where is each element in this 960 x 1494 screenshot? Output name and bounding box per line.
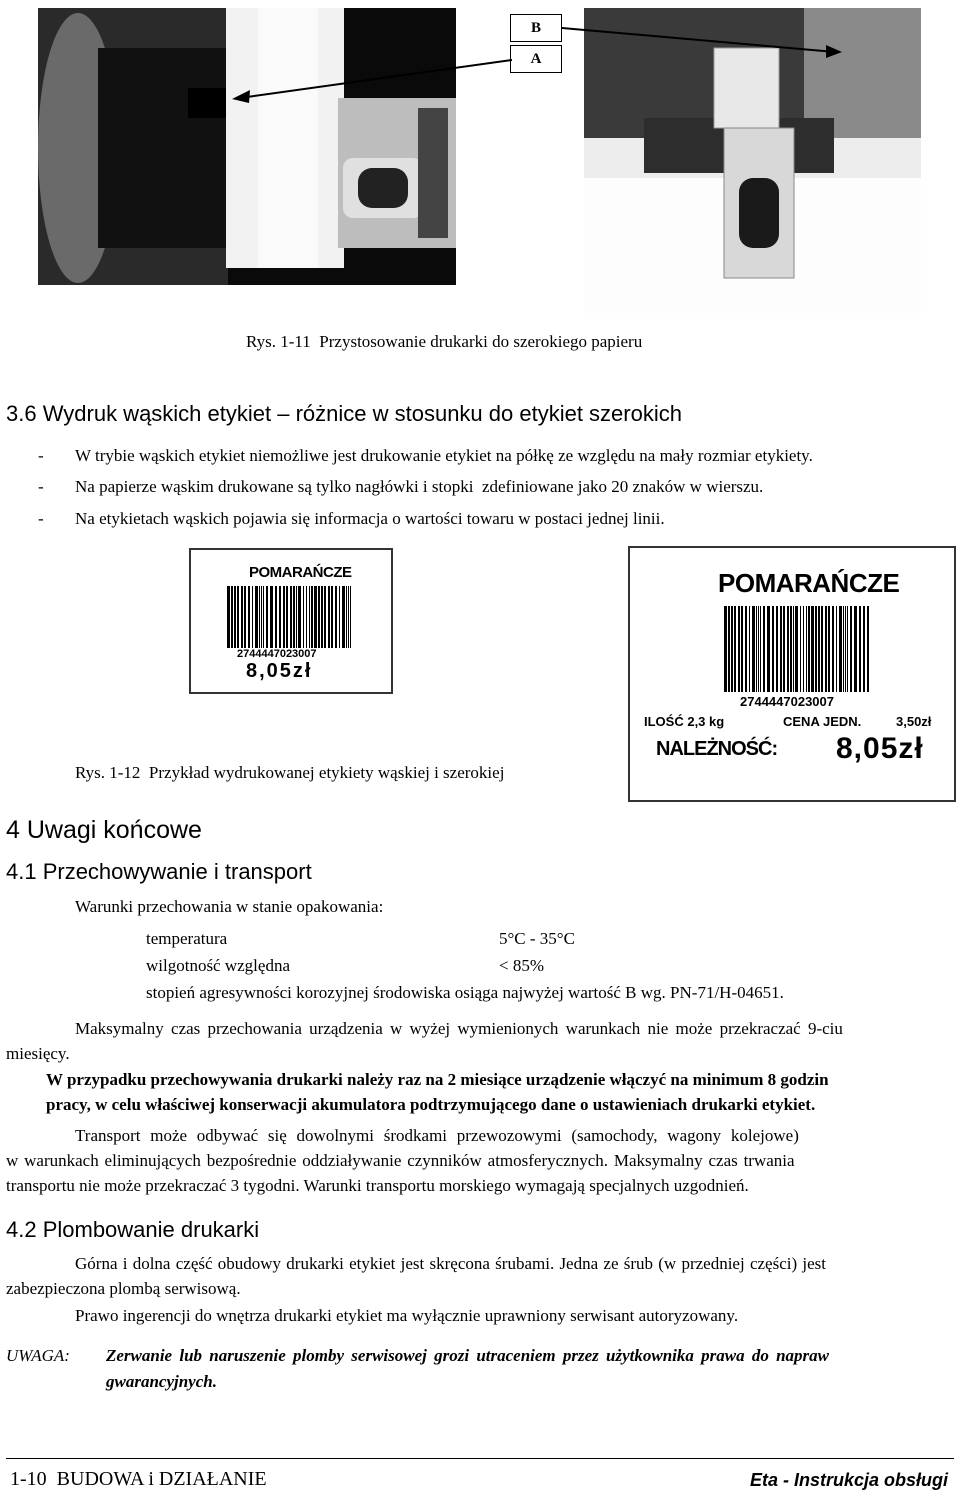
warning-label: UWAGA: bbox=[6, 1346, 70, 1365]
barcode-bar bbox=[328, 586, 330, 648]
barcode-bar bbox=[234, 586, 236, 648]
barcode-bar bbox=[756, 606, 757, 692]
callout-arrows bbox=[0, 0, 960, 320]
barcode-bar bbox=[795, 606, 798, 692]
barcode-bar bbox=[270, 586, 273, 648]
narrow-label-price: 8,05zł bbox=[246, 660, 313, 682]
barcode-bar bbox=[248, 586, 250, 648]
bullet-3-text: Na etykietach wąskich pojawia się informacja o wartości towaru w postaci jednej linii. bbox=[75, 509, 665, 528]
wide-label-barcode-number: 2744447023007 bbox=[740, 694, 834, 709]
barcode-bar bbox=[847, 606, 848, 692]
barcode-bar bbox=[850, 606, 852, 692]
barcode-bar bbox=[808, 606, 810, 692]
barcode-bar bbox=[772, 606, 774, 692]
narrow-label-product: POMARAŃCZE bbox=[249, 564, 352, 581]
barcode-bar bbox=[263, 586, 264, 648]
barcode-bar bbox=[309, 586, 310, 648]
barcode-bar bbox=[342, 586, 345, 648]
barcode-bar bbox=[231, 586, 233, 648]
barcode-bar bbox=[252, 586, 253, 648]
barcode-bar bbox=[793, 606, 794, 692]
barcode-bar bbox=[266, 586, 268, 648]
seal-p1-line-1: Górna i dolna część obudowy drukarki etykiet jest skręcona śrubami. Jedna ze śrub (w przedniej części) jest bbox=[75, 1254, 826, 1273]
barcode-bar bbox=[780, 606, 782, 692]
barcode-bar bbox=[314, 586, 317, 648]
bullet-dash: - bbox=[38, 446, 44, 465]
bullet-3 bbox=[38, 508, 44, 530]
barcode-bar bbox=[832, 606, 834, 692]
bullet-2-text: Na papierze wąskim drukowane są tylko nagłówki i stopki zdefiniowane jako 20 znaków w wierszu. bbox=[75, 477, 764, 496]
condition-humidity-value: < 85% bbox=[499, 956, 544, 975]
narrow-label-barcode-number: 2744447023007 bbox=[237, 648, 317, 660]
section-3-6-heading: 3.6 Wydruk wąskich etykiet – różnice w stosunku do etykiet szerokich bbox=[6, 401, 682, 426]
barcode-bar bbox=[745, 606, 747, 692]
warning-line-1: Zerwanie lub naruszenie plomby serwisowej grozi utraceniem przez użytkownika prawa do napraw bbox=[106, 1346, 830, 1365]
wide-label-unit-price-label: CENA JEDN. bbox=[783, 714, 862, 729]
barcode-bar bbox=[863, 606, 865, 692]
wide-label-total-label: NALEŻNOŚĆ: bbox=[656, 738, 778, 760]
barcode-bar bbox=[339, 586, 340, 648]
warning-line-2: gwarancyjnych. bbox=[106, 1372, 217, 1391]
bullet-dash: - bbox=[38, 509, 44, 528]
footer-rule bbox=[6, 1458, 954, 1459]
arrow-b-line bbox=[562, 28, 835, 52]
barcode-bar bbox=[227, 586, 230, 648]
barcode-bar bbox=[298, 586, 301, 648]
wide-label-barcode bbox=[722, 606, 872, 692]
barcode-bar bbox=[815, 606, 817, 692]
barcode-bar bbox=[867, 606, 869, 692]
barcode-bar bbox=[760, 606, 761, 692]
footer-left: 1-10 BUDOWA i DZIAŁANIE bbox=[10, 1468, 267, 1490]
seal-p1-line-2: zabezpieczona plombą serwisową. bbox=[6, 1279, 241, 1298]
barcode-bar bbox=[763, 606, 765, 692]
wide-label-total: 8,05zł bbox=[836, 732, 924, 765]
barcode-bar bbox=[787, 606, 789, 692]
barcode-bar bbox=[275, 586, 277, 648]
barcode-bar bbox=[854, 606, 857, 692]
storage-time-line-1: Maksymalny czas przechowania urządzenia w wyżej wymienionych warunkach nie może przekraczać 9-ciu bbox=[75, 1019, 843, 1038]
arrow-a-head bbox=[232, 90, 250, 103]
barcode-bar bbox=[306, 586, 307, 648]
barcode-bar bbox=[255, 586, 258, 648]
callout-box-b: B bbox=[510, 14, 562, 42]
barcode-bar bbox=[800, 606, 801, 692]
barcode-bar bbox=[821, 606, 823, 692]
barcode-bar bbox=[828, 606, 830, 692]
barcode-bar bbox=[728, 606, 730, 692]
barcode-bar bbox=[845, 606, 846, 692]
barcode-bar bbox=[311, 586, 313, 648]
storage-time-line-2: miesięcy. bbox=[6, 1044, 70, 1063]
seal-p2: Prawo ingerencji do wnętrza drukarki etykiet ma wyłącznie uprawniony serwisant autoryzowany. bbox=[75, 1306, 739, 1325]
barcode-bar bbox=[348, 586, 349, 648]
barcode-bar bbox=[836, 606, 837, 692]
barcode-bar bbox=[286, 586, 288, 648]
arrow-b-head bbox=[826, 45, 842, 58]
condition-temperature-value: 5°C - 35°C bbox=[499, 929, 575, 948]
barcode-bar bbox=[758, 606, 759, 692]
barcode-bar bbox=[241, 586, 243, 648]
barcode-bar bbox=[303, 586, 304, 648]
barcode-bar bbox=[734, 606, 736, 692]
wide-label bbox=[628, 546, 956, 802]
condition-temperature-name: temperatura bbox=[146, 929, 228, 948]
barcode-bar bbox=[283, 586, 285, 648]
arrow-a-line bbox=[240, 60, 512, 98]
barcode-bar bbox=[318, 586, 320, 648]
barcode-bar bbox=[752, 606, 755, 692]
barcode-bar bbox=[818, 606, 820, 692]
barcode-bar bbox=[724, 606, 727, 692]
barcode-bar bbox=[843, 606, 844, 692]
barcode-bar bbox=[244, 586, 246, 648]
barcode-bar bbox=[293, 586, 295, 648]
barcode-bar bbox=[335, 586, 337, 648]
footer-right: Eta - Instrukcja obsługi bbox=[749, 1470, 948, 1490]
figure-1-caption: Rys. 1-11 Przystosowanie drukarki do szerokiego papieru bbox=[246, 332, 643, 351]
barcode-bar bbox=[261, 586, 262, 648]
barcode-bar bbox=[279, 586, 281, 648]
narrow-label bbox=[189, 548, 393, 694]
figure-2-caption: Rys. 1-12 Przykład wydrukowanej etykiety wąskiej i szerokiej bbox=[75, 763, 505, 782]
narrow-label-barcode bbox=[225, 586, 355, 648]
barcode-bar bbox=[290, 586, 292, 648]
storage-intro: Warunki przechowania w stanie opakowania: bbox=[75, 897, 384, 916]
section-4-heading: 4 Uwagi końcowe bbox=[6, 816, 202, 844]
barcode-bar bbox=[749, 606, 750, 692]
barcode-bar bbox=[259, 586, 260, 648]
barcode-bar bbox=[803, 606, 804, 692]
barcode-bar bbox=[346, 586, 347, 648]
bullet-dash: - bbox=[38, 477, 44, 496]
transport-line-3: transportu nie może przekraczać 3 tygodni. Warunki transportu morskiego wymagają specjalnych uzgodnień. bbox=[6, 1176, 749, 1195]
barcode-bar bbox=[321, 586, 323, 648]
barcode-bar bbox=[731, 606, 733, 692]
bullet-1-text: W trybie wąskich etykiet niemożliwe jest drukowanie etykiet na półkę ze względu na mały rozmiar etykiety. bbox=[75, 446, 813, 465]
barcode-bar bbox=[806, 606, 807, 692]
barcode-bar bbox=[738, 606, 740, 692]
barcode-bar bbox=[790, 606, 792, 692]
barcode-bar bbox=[811, 606, 814, 692]
bullet-2 bbox=[38, 476, 44, 498]
callout-box-a: A bbox=[510, 45, 562, 73]
barcode-bar bbox=[296, 586, 297, 648]
barcode-bar bbox=[825, 606, 827, 692]
barcode-bar bbox=[741, 606, 743, 692]
bold-note-line-1: W przypadku przechowywania drukarki należy raz na 2 miesiące urządzenie włączyć na minimum 8 godzin bbox=[46, 1070, 829, 1089]
barcode-bar bbox=[331, 586, 333, 648]
transport-line-1: Transport może odbywać się dowolnymi środkami przewozowymi (samochody, wagony kolejowe) bbox=[75, 1126, 799, 1145]
wide-label-product: POMARAŃCZE bbox=[718, 568, 900, 598]
barcode-bar bbox=[350, 586, 351, 648]
barcode-bar bbox=[324, 586, 326, 648]
barcode-bar bbox=[859, 606, 861, 692]
condition-aggressiveness: stopień agresywności korozyjnej środowiska osiąga najwyżej wartość B wg. PN-71/H-04651. bbox=[146, 983, 784, 1002]
barcode-bar bbox=[839, 606, 842, 692]
section-4-1-heading: 4.1 Przechowywanie i transport bbox=[6, 859, 312, 884]
barcode-bar bbox=[776, 606, 778, 692]
transport-line-2: w warunkach eliminujących bezpośrednie oddziaływanie czynników atmosferycznych. Maksymalny czas trwania bbox=[6, 1151, 795, 1170]
bold-note-line-2: pracy, w celu właściwej konserwacji akumulatora podtrzymującego dane o ustawieniach drukarki etykiet. bbox=[46, 1095, 816, 1114]
bullet-1 bbox=[38, 445, 44, 467]
wide-label-unit-price: 3,50zł bbox=[896, 714, 932, 729]
barcode-bar bbox=[767, 606, 770, 692]
barcode-bar bbox=[783, 606, 785, 692]
barcode-bar bbox=[237, 586, 239, 648]
section-4-2-heading: 4.2 Plombowanie drukarki bbox=[6, 1217, 260, 1242]
wide-label-qty: ILOŚĆ 2,3 kg bbox=[644, 714, 725, 729]
condition-humidity-name: wilgotność względna bbox=[146, 956, 290, 975]
